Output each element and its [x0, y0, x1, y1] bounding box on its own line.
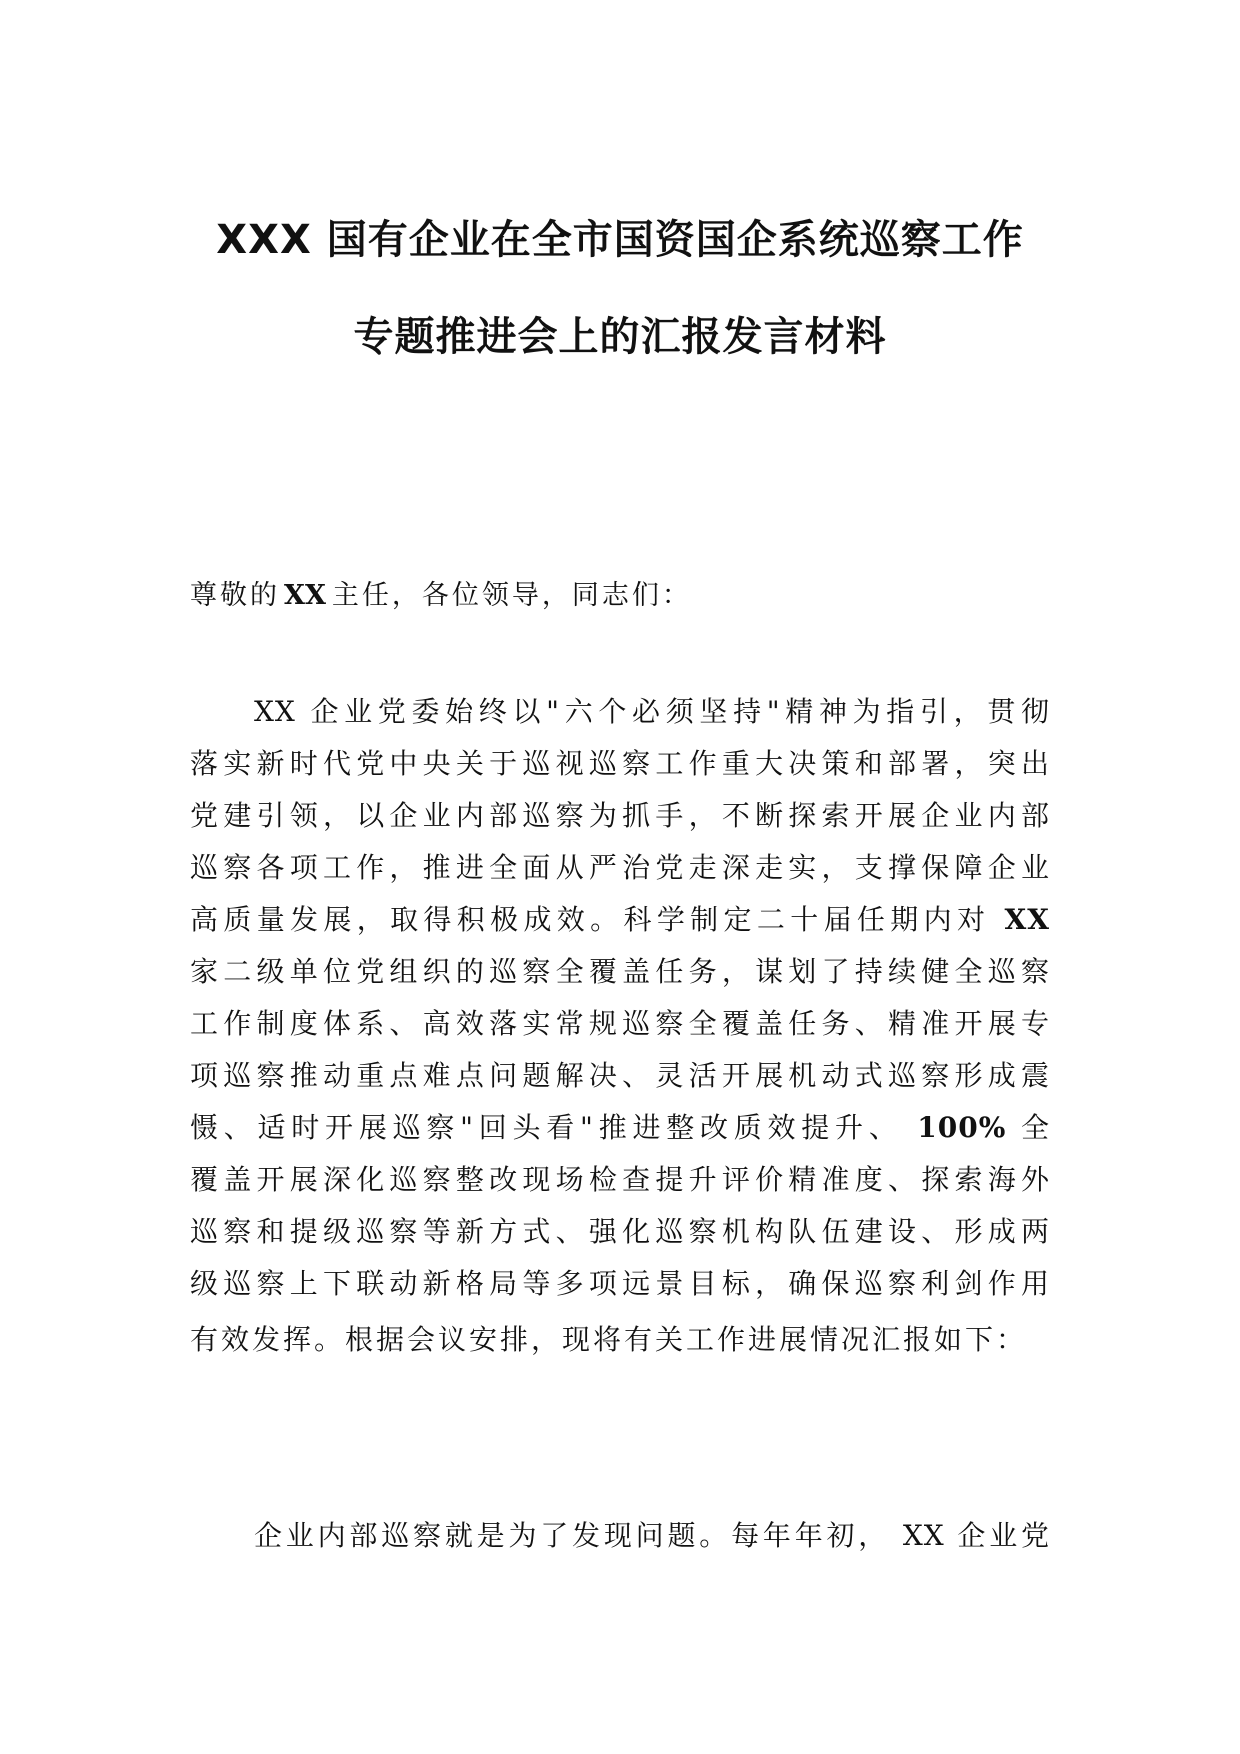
salutation — [190, 573, 692, 612]
paragraph-1-line: 工作制度体系、高效落实常规巡察全覆盖任务、精准开展专 — [190, 1007, 1050, 1040]
salutation-prefix: 尊敬的 — [190, 580, 280, 611]
inline-bold-text: XX — [1004, 903, 1050, 936]
paragraph-1-line: 家二级单位党组织的巡察全覆盖任务，谋划了持续健全巡察 — [190, 955, 1050, 988]
paragraph-1-line: 有效发挥。根据会议安排，现将有关工作进展情况汇报如下： — [190, 1323, 1028, 1356]
paragraph-1-line: 慑、适时开展巡察"回头看"推进整改质效提升、 100% 全 — [190, 1111, 1050, 1144]
salutation-name: XX — [284, 580, 326, 611]
paragraph-1-line: 高质量发展，取得积极成效。科学制定二十届任期内对 XX — [190, 903, 1050, 936]
paragraph-1-line: 巡察各项工作，推进全面从严治党走深走实，支撑保障企业 — [190, 851, 1050, 884]
paragraph-1-line: XX 企业党委始终以"六个必须坚持"精神为指引，贯彻 — [254, 695, 1050, 728]
paragraph-1-line: 覆盖开展深化巡察整改现场检查提升评价精准度、探索海外 — [190, 1163, 1050, 1196]
paragraph-1-line: 落实新时代党中央关于巡视巡察工作重大决策和部署，突出 — [190, 747, 1050, 780]
paragraph-1-line: 巡察和提级巡察等新方式、强化巡察机构队伍建设、形成两 — [190, 1215, 1050, 1248]
paragraph-1-line: 级巡察上下联动新格局等多项远景目标，确保巡察利剑作用 — [190, 1267, 1050, 1300]
document-title-line-2: 专题推进会上的汇报发言材料 — [353, 314, 887, 360]
paragraph-1-line: 党建引领，以企业内部巡察为抓手，不断探索开展企业内部 — [190, 799, 1050, 832]
salutation-suffix: 主任，各位领导，同志们： — [331, 580, 692, 611]
paragraph-2-line: 企业内部巡察就是为了发现问题。每年年初， XX 企业党 — [254, 1519, 1050, 1552]
paragraph-1-line: 项巡察推动重点难点问题解决、灵活开展机动式巡察形成震 — [190, 1059, 1050, 1092]
inline-bold-text: 100% — [917, 1111, 1007, 1144]
document-title-line-1: XXX 国有企业在全市国资国企系统巡察工作 — [216, 217, 1024, 263]
